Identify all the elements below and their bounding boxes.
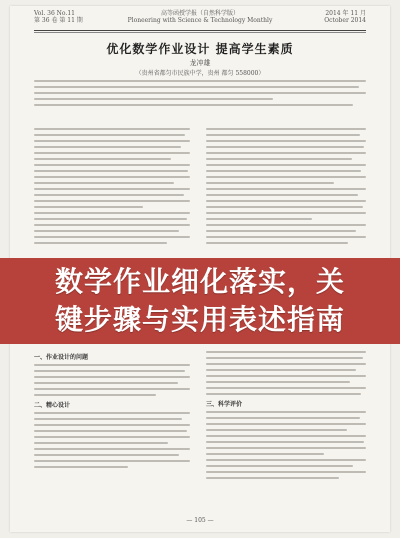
header-rule — [34, 30, 366, 33]
page-number: — 105 — — [186, 517, 214, 524]
overlay-line-2: 键步骤与实用表述指南 — [54, 303, 345, 336]
header-center-text-2: Ploneering with Science & Technology Monthly — [127, 17, 273, 24]
header-left-text-2: 第 36 卷 第 11 期 — [34, 17, 83, 24]
right-column-bottom — [206, 351, 366, 483]
header-center-text: 高等函授学报（自然科学版） — [160, 10, 239, 17]
abstract-block — [34, 80, 366, 120]
header-journal — [34, 10, 366, 24]
article-affiliation: （贵州省都匀市民族中学，贵州 都匀 558000） — [135, 70, 265, 77]
overlay-line-1: 数学作业细化落实，关 — [54, 265, 345, 298]
article-author: 龙冲雄 — [189, 59, 211, 67]
section-heading-left-2: 二、精心设计 — [34, 401, 71, 409]
article-title: 优化数学作业设计 提高学生素质 — [106, 42, 294, 56]
journal-header — [34, 10, 366, 32]
section-heading-right: 三、科学评价 — [206, 400, 243, 408]
header-right-text: 2014 年 11 月 — [325, 10, 366, 17]
right-column-top — [206, 128, 366, 248]
title-overlay-banner — [0, 258, 400, 344]
header-left-text: Vol. 36 No.11 — [34, 10, 75, 17]
header-right-text-2: October 2014 — [324, 17, 366, 24]
header-date — [324, 10, 366, 24]
left-column-bottom — [34, 351, 190, 472]
left-column-top — [34, 128, 190, 248]
section-heading-left: 一、作业设计的问题 — [34, 354, 89, 361]
